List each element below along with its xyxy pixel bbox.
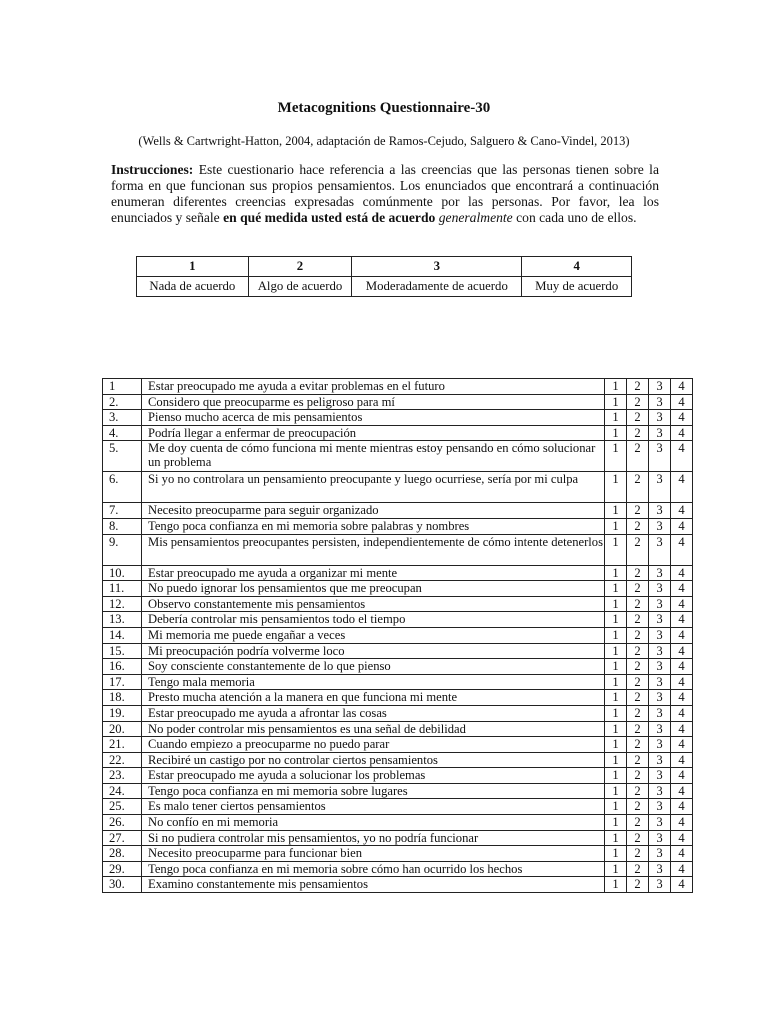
question-text: Me doy cuenta de cómo funciona mi mente mientras estoy pensando en cómo solucionar un problema [142, 441, 605, 472]
question-text: Estar preocupado me ayuda a afrontar las cosas [142, 705, 605, 721]
answer-option-3[interactable]: 3 [649, 565, 671, 581]
answer-option-2[interactable]: 2 [627, 425, 649, 441]
question-text: Tengo poca confianza en mi memoria sobre lugares [142, 783, 605, 799]
question-number: 26. [103, 815, 142, 831]
question-row [103, 705, 693, 721]
instructions-italic: generalmente [438, 210, 513, 225]
answer-option-1[interactable]: 1 [605, 783, 627, 799]
answer-option-2[interactable]: 2 [627, 612, 649, 628]
question-text: No confío en mi memoria [142, 815, 605, 831]
question-row [103, 503, 693, 519]
question-text: Estar preocupado me ayuda a evitar problemas en el futuro [142, 379, 605, 395]
questionnaire-table [102, 378, 693, 893]
question-text: Tengo poca confianza en mi memoria sobre cómo han ocurrido los hechos [142, 861, 605, 877]
question-text: Pienso mucho acerca de mis pensamientos [142, 410, 605, 426]
question-number: 6. [103, 472, 142, 503]
question-number: 18. [103, 690, 142, 706]
answer-option-3[interactable]: 3 [649, 410, 671, 426]
answer-option-1[interactable]: 1 [605, 425, 627, 441]
answer-option-2[interactable]: 2 [627, 472, 649, 503]
answer-option-3[interactable]: 3 [649, 877, 671, 893]
question-row [103, 815, 693, 831]
question-text: Cuando empiezo a preocuparme no puedo parar [142, 737, 605, 753]
answer-option-4[interactable]: 4 [671, 815, 693, 831]
question-row [103, 783, 693, 799]
answer-option-4[interactable]: 4 [671, 674, 693, 690]
question-number: 29. [103, 861, 142, 877]
question-text: Tengo poca confianza en mi memoria sobre palabras y nombres [142, 518, 605, 534]
answer-option-1[interactable]: 1 [605, 581, 627, 597]
answer-option-4[interactable]: 4 [671, 768, 693, 784]
answer-option-4[interactable]: 4 [671, 877, 693, 893]
question-row [103, 737, 693, 753]
answer-option-1[interactable]: 1 [605, 627, 627, 643]
answer-option-4[interactable]: 4 [671, 627, 693, 643]
answer-option-2[interactable]: 2 [627, 752, 649, 768]
answer-option-2[interactable]: 2 [627, 877, 649, 893]
answer-option-3[interactable]: 3 [649, 612, 671, 628]
question-row [103, 565, 693, 581]
answer-option-2[interactable]: 2 [627, 394, 649, 410]
question-number: 27. [103, 830, 142, 846]
question-text: Considero que preocuparme es peligroso para mí [142, 394, 605, 410]
page-title: Metacognitions Questionnaire-30 [277, 100, 491, 116]
answer-option-2[interactable]: 2 [627, 503, 649, 519]
answer-option-4[interactable]: 4 [671, 565, 693, 581]
answer-option-2[interactable]: 2 [627, 861, 649, 877]
answer-option-1[interactable]: 1 [605, 690, 627, 706]
question-number: 7. [103, 503, 142, 519]
answer-option-3[interactable]: 3 [649, 846, 671, 862]
question-row [103, 441, 693, 472]
answer-option-1[interactable]: 1 [605, 830, 627, 846]
answer-option-2[interactable]: 2 [627, 783, 649, 799]
answer-option-2[interactable]: 2 [627, 830, 649, 846]
question-text: Si yo no controlara un pensamiento preocupante y luego ocurriese, sería por mi culpa [142, 472, 605, 503]
answer-option-1[interactable]: 1 [605, 877, 627, 893]
question-row [103, 425, 693, 441]
answer-option-2[interactable]: 2 [627, 690, 649, 706]
question-number: 23. [103, 768, 142, 784]
answer-option-3[interactable]: 3 [649, 721, 671, 737]
question-row [103, 394, 693, 410]
question-text: No puedo ignorar los pensamientos que me preocupan [142, 581, 605, 597]
scale-value: 1 [137, 257, 249, 277]
instructions-text-2: con cada uno de ellos. [512, 210, 637, 225]
answer-option-2[interactable]: 2 [627, 565, 649, 581]
answer-option-2[interactable]: 2 [627, 627, 649, 643]
question-row [103, 472, 693, 503]
question-row [103, 690, 693, 706]
question-row [103, 410, 693, 426]
answer-option-2[interactable]: 2 [627, 705, 649, 721]
question-text: Examino constantemente mis pensamientos [142, 877, 605, 893]
answer-option-1[interactable]: 1 [605, 721, 627, 737]
question-number: 15. [103, 643, 142, 659]
question-number: 13. [103, 612, 142, 628]
answer-option-2[interactable]: 2 [627, 410, 649, 426]
question-number: 4. [103, 425, 142, 441]
answer-option-1[interactable]: 1 [605, 861, 627, 877]
answer-option-2[interactable]: 2 [627, 737, 649, 753]
question-row [103, 581, 693, 597]
instructions-text-1: Este cuestionario hace referencia a las creencias que las personas tienen sobre la forma en que funcionan sus propios pensamientos. Los enunciados que encontrará a continuación enumeran diferentes creencias expresadas comúnmente por las personas. Por favor, lea los enunciados y señale [111, 162, 659, 225]
question-number: 5. [103, 441, 142, 472]
answer-option-2[interactable]: 2 [627, 721, 649, 737]
question-text: Estar preocupado me ayuda a organizar mi mente [142, 565, 605, 581]
question-row [103, 830, 693, 846]
scale-labels-row [137, 277, 632, 297]
answer-option-1[interactable]: 1 [605, 410, 627, 426]
answer-option-2[interactable]: 2 [627, 768, 649, 784]
answer-option-3[interactable]: 3 [649, 581, 671, 597]
question-number: 11. [103, 581, 142, 597]
question-text: Soy consciente constantemente de lo que pienso [142, 659, 605, 675]
questionnaire-body [103, 379, 693, 893]
question-row [103, 768, 693, 784]
question-text: Mi memoria me puede engañar a veces [142, 627, 605, 643]
answer-option-3[interactable]: 3 [649, 705, 671, 721]
answer-option-3[interactable]: 3 [649, 861, 671, 877]
answer-option-1[interactable]: 1 [605, 737, 627, 753]
scale-label: Muy de acuerdo [522, 277, 632, 297]
question-row [103, 379, 693, 395]
question-number: 21. [103, 737, 142, 753]
answer-option-4[interactable]: 4 [671, 643, 693, 659]
question-text: Podría llegar a enfermar de preocupación [142, 425, 605, 441]
answer-option-3[interactable]: 3 [649, 518, 671, 534]
answer-option-4[interactable]: 4 [671, 783, 693, 799]
answer-option-1[interactable]: 1 [605, 518, 627, 534]
question-number: 17. [103, 674, 142, 690]
question-number: 28. [103, 846, 142, 862]
answer-option-3[interactable]: 3 [649, 830, 671, 846]
answer-option-2[interactable]: 2 [627, 581, 649, 597]
answer-option-3[interactable]: 3 [649, 596, 671, 612]
question-row [103, 596, 693, 612]
question-row [103, 752, 693, 768]
response-scale-table [136, 256, 632, 297]
answer-option-3[interactable]: 3 [649, 394, 671, 410]
instructions-paragraph [111, 162, 659, 226]
answer-option-2[interactable]: 2 [627, 674, 649, 690]
question-row [103, 518, 693, 534]
instructions-emphasis: en qué medida usted está de acuerdo [223, 210, 436, 225]
answer-option-4[interactable]: 4 [671, 659, 693, 675]
answer-option-4[interactable]: 4 [671, 846, 693, 862]
question-number: 19. [103, 705, 142, 721]
answer-option-3[interactable]: 3 [649, 441, 671, 472]
answer-option-3[interactable]: 3 [649, 815, 671, 831]
answer-option-4[interactable]: 4 [671, 425, 693, 441]
answer-option-3[interactable]: 3 [649, 659, 671, 675]
question-row [103, 627, 693, 643]
question-number: 25. [103, 799, 142, 815]
answer-option-2[interactable]: 2 [627, 596, 649, 612]
question-row [103, 612, 693, 628]
question-number: 24. [103, 783, 142, 799]
answer-option-1[interactable]: 1 [605, 441, 627, 472]
answer-option-4[interactable]: 4 [671, 721, 693, 737]
answer-option-2[interactable]: 2 [627, 534, 649, 565]
question-text: Necesito preocuparme para seguir organizado [142, 503, 605, 519]
question-text: Mi preocupación podría volverme loco [142, 643, 605, 659]
question-row [103, 799, 693, 815]
question-text: Debería controlar mis pensamientos todo el tiempo [142, 612, 605, 628]
answer-option-2[interactable]: 2 [627, 846, 649, 862]
answer-option-1[interactable]: 1 [605, 659, 627, 675]
question-text: Observo constantemente mis pensamientos [142, 596, 605, 612]
answer-option-1[interactable]: 1 [605, 612, 627, 628]
answer-option-1[interactable]: 1 [605, 534, 627, 565]
question-number: 20. [103, 721, 142, 737]
answer-option-3[interactable]: 3 [649, 472, 671, 503]
question-text: Estar preocupado me ayuda a solucionar los problemas [142, 768, 605, 784]
question-row [103, 534, 693, 565]
question-row [103, 643, 693, 659]
question-number: 2. [103, 394, 142, 410]
answer-option-4[interactable]: 4 [671, 799, 693, 815]
answer-option-4[interactable]: 4 [671, 394, 693, 410]
scale-label: Nada de acuerdo [137, 277, 249, 297]
answer-option-1[interactable]: 1 [605, 674, 627, 690]
answer-option-3[interactable]: 3 [649, 674, 671, 690]
answer-option-4[interactable]: 4 [671, 596, 693, 612]
answer-option-4[interactable]: 4 [671, 410, 693, 426]
question-text: Es malo tener ciertos pensamientos [142, 799, 605, 815]
answer-option-4[interactable]: 4 [671, 737, 693, 753]
answer-option-2[interactable]: 2 [627, 441, 649, 472]
question-number: 30. [103, 877, 142, 893]
answer-option-4[interactable]: 4 [671, 861, 693, 877]
question-number: 1 [103, 379, 142, 395]
answer-option-2[interactable]: 2 [627, 379, 649, 395]
question-text: Mis pensamientos preocupantes persisten, independientemente de cómo intente detenerlos [142, 534, 605, 565]
question-number: 8. [103, 518, 142, 534]
scale-label: Moderadamente de acuerdo [352, 277, 522, 297]
answer-option-1[interactable]: 1 [605, 705, 627, 721]
answer-option-1[interactable]: 1 [605, 565, 627, 581]
answer-option-4[interactable]: 4 [671, 690, 693, 706]
question-number: 14. [103, 627, 142, 643]
answer-option-3[interactable]: 3 [649, 627, 671, 643]
question-text: Recibiré un castigo por no controlar ciertos pensamientos [142, 752, 605, 768]
answer-option-3[interactable]: 3 [649, 737, 671, 753]
answer-option-1[interactable]: 1 [605, 768, 627, 784]
question-text: Si no pudiera controlar mis pensamientos, yo no podría funcionar [142, 830, 605, 846]
answer-option-1[interactable]: 1 [605, 596, 627, 612]
question-text: Necesito preocuparme para funcionar bien [142, 846, 605, 862]
question-number: 9. [103, 534, 142, 565]
answer-option-2[interactable]: 2 [627, 815, 649, 831]
answer-option-1[interactable]: 1 [605, 643, 627, 659]
answer-option-3[interactable]: 3 [649, 503, 671, 519]
question-row [103, 674, 693, 690]
answer-option-2[interactable]: 2 [627, 659, 649, 675]
answer-option-4[interactable]: 4 [671, 534, 693, 565]
citation: (Wells & Cartwright-Hatton, 2004, adaptación de Ramos-Cejudo, Salguero & Cano-Vindel, 2013) [138, 134, 630, 148]
scale-value: 3 [352, 257, 522, 277]
question-row [103, 861, 693, 877]
answer-option-1[interactable]: 1 [605, 472, 627, 503]
question-text: Presto mucha atención a la manera en que funciona mi mente [142, 690, 605, 706]
question-number: 22. [103, 752, 142, 768]
answer-option-3[interactable]: 3 [649, 768, 671, 784]
answer-option-4[interactable]: 4 [671, 503, 693, 519]
question-number: 16. [103, 659, 142, 675]
question-text: No poder controlar mis pensamientos es una señal de debilidad [142, 721, 605, 737]
answer-option-3[interactable]: 3 [649, 752, 671, 768]
question-row [103, 877, 693, 893]
scale-value: 4 [522, 257, 632, 277]
instructions-label: Instrucciones: [111, 162, 194, 177]
answer-option-4[interactable]: 4 [671, 518, 693, 534]
answer-option-4[interactable]: 4 [671, 705, 693, 721]
answer-option-4[interactable]: 4 [671, 752, 693, 768]
answer-option-2[interactable]: 2 [627, 518, 649, 534]
answer-option-4[interactable]: 4 [671, 379, 693, 395]
answer-option-1[interactable]: 1 [605, 503, 627, 519]
answer-option-1[interactable]: 1 [605, 815, 627, 831]
question-number: 3. [103, 410, 142, 426]
answer-option-4[interactable]: 4 [671, 612, 693, 628]
answer-option-4[interactable]: 4 [671, 441, 693, 472]
answer-option-1[interactable]: 1 [605, 799, 627, 815]
scale-value: 2 [248, 257, 352, 277]
question-number: 12. [103, 596, 142, 612]
answer-option-4[interactable]: 4 [671, 581, 693, 597]
answer-option-1[interactable]: 1 [605, 846, 627, 862]
question-row [103, 846, 693, 862]
answer-option-2[interactable]: 2 [627, 643, 649, 659]
answer-option-3[interactable]: 3 [649, 799, 671, 815]
answer-option-3[interactable]: 3 [649, 534, 671, 565]
answer-option-4[interactable]: 4 [671, 472, 693, 503]
answer-option-1[interactable]: 1 [605, 394, 627, 410]
question-row [103, 659, 693, 675]
question-number: 10. [103, 565, 142, 581]
answer-option-1[interactable]: 1 [605, 752, 627, 768]
answer-option-4[interactable]: 4 [671, 830, 693, 846]
answer-option-1[interactable]: 1 [605, 379, 627, 395]
question-text: Tengo mala memoria [142, 674, 605, 690]
answer-option-3[interactable]: 3 [649, 783, 671, 799]
answer-option-3[interactable]: 3 [649, 379, 671, 395]
question-row [103, 721, 693, 737]
answer-option-3[interactable]: 3 [649, 690, 671, 706]
answer-option-2[interactable]: 2 [627, 799, 649, 815]
scale-values-row [137, 257, 632, 277]
answer-option-3[interactable]: 3 [649, 425, 671, 441]
scale-label: Algo de acuerdo [248, 277, 352, 297]
answer-option-3[interactable]: 3 [649, 643, 671, 659]
